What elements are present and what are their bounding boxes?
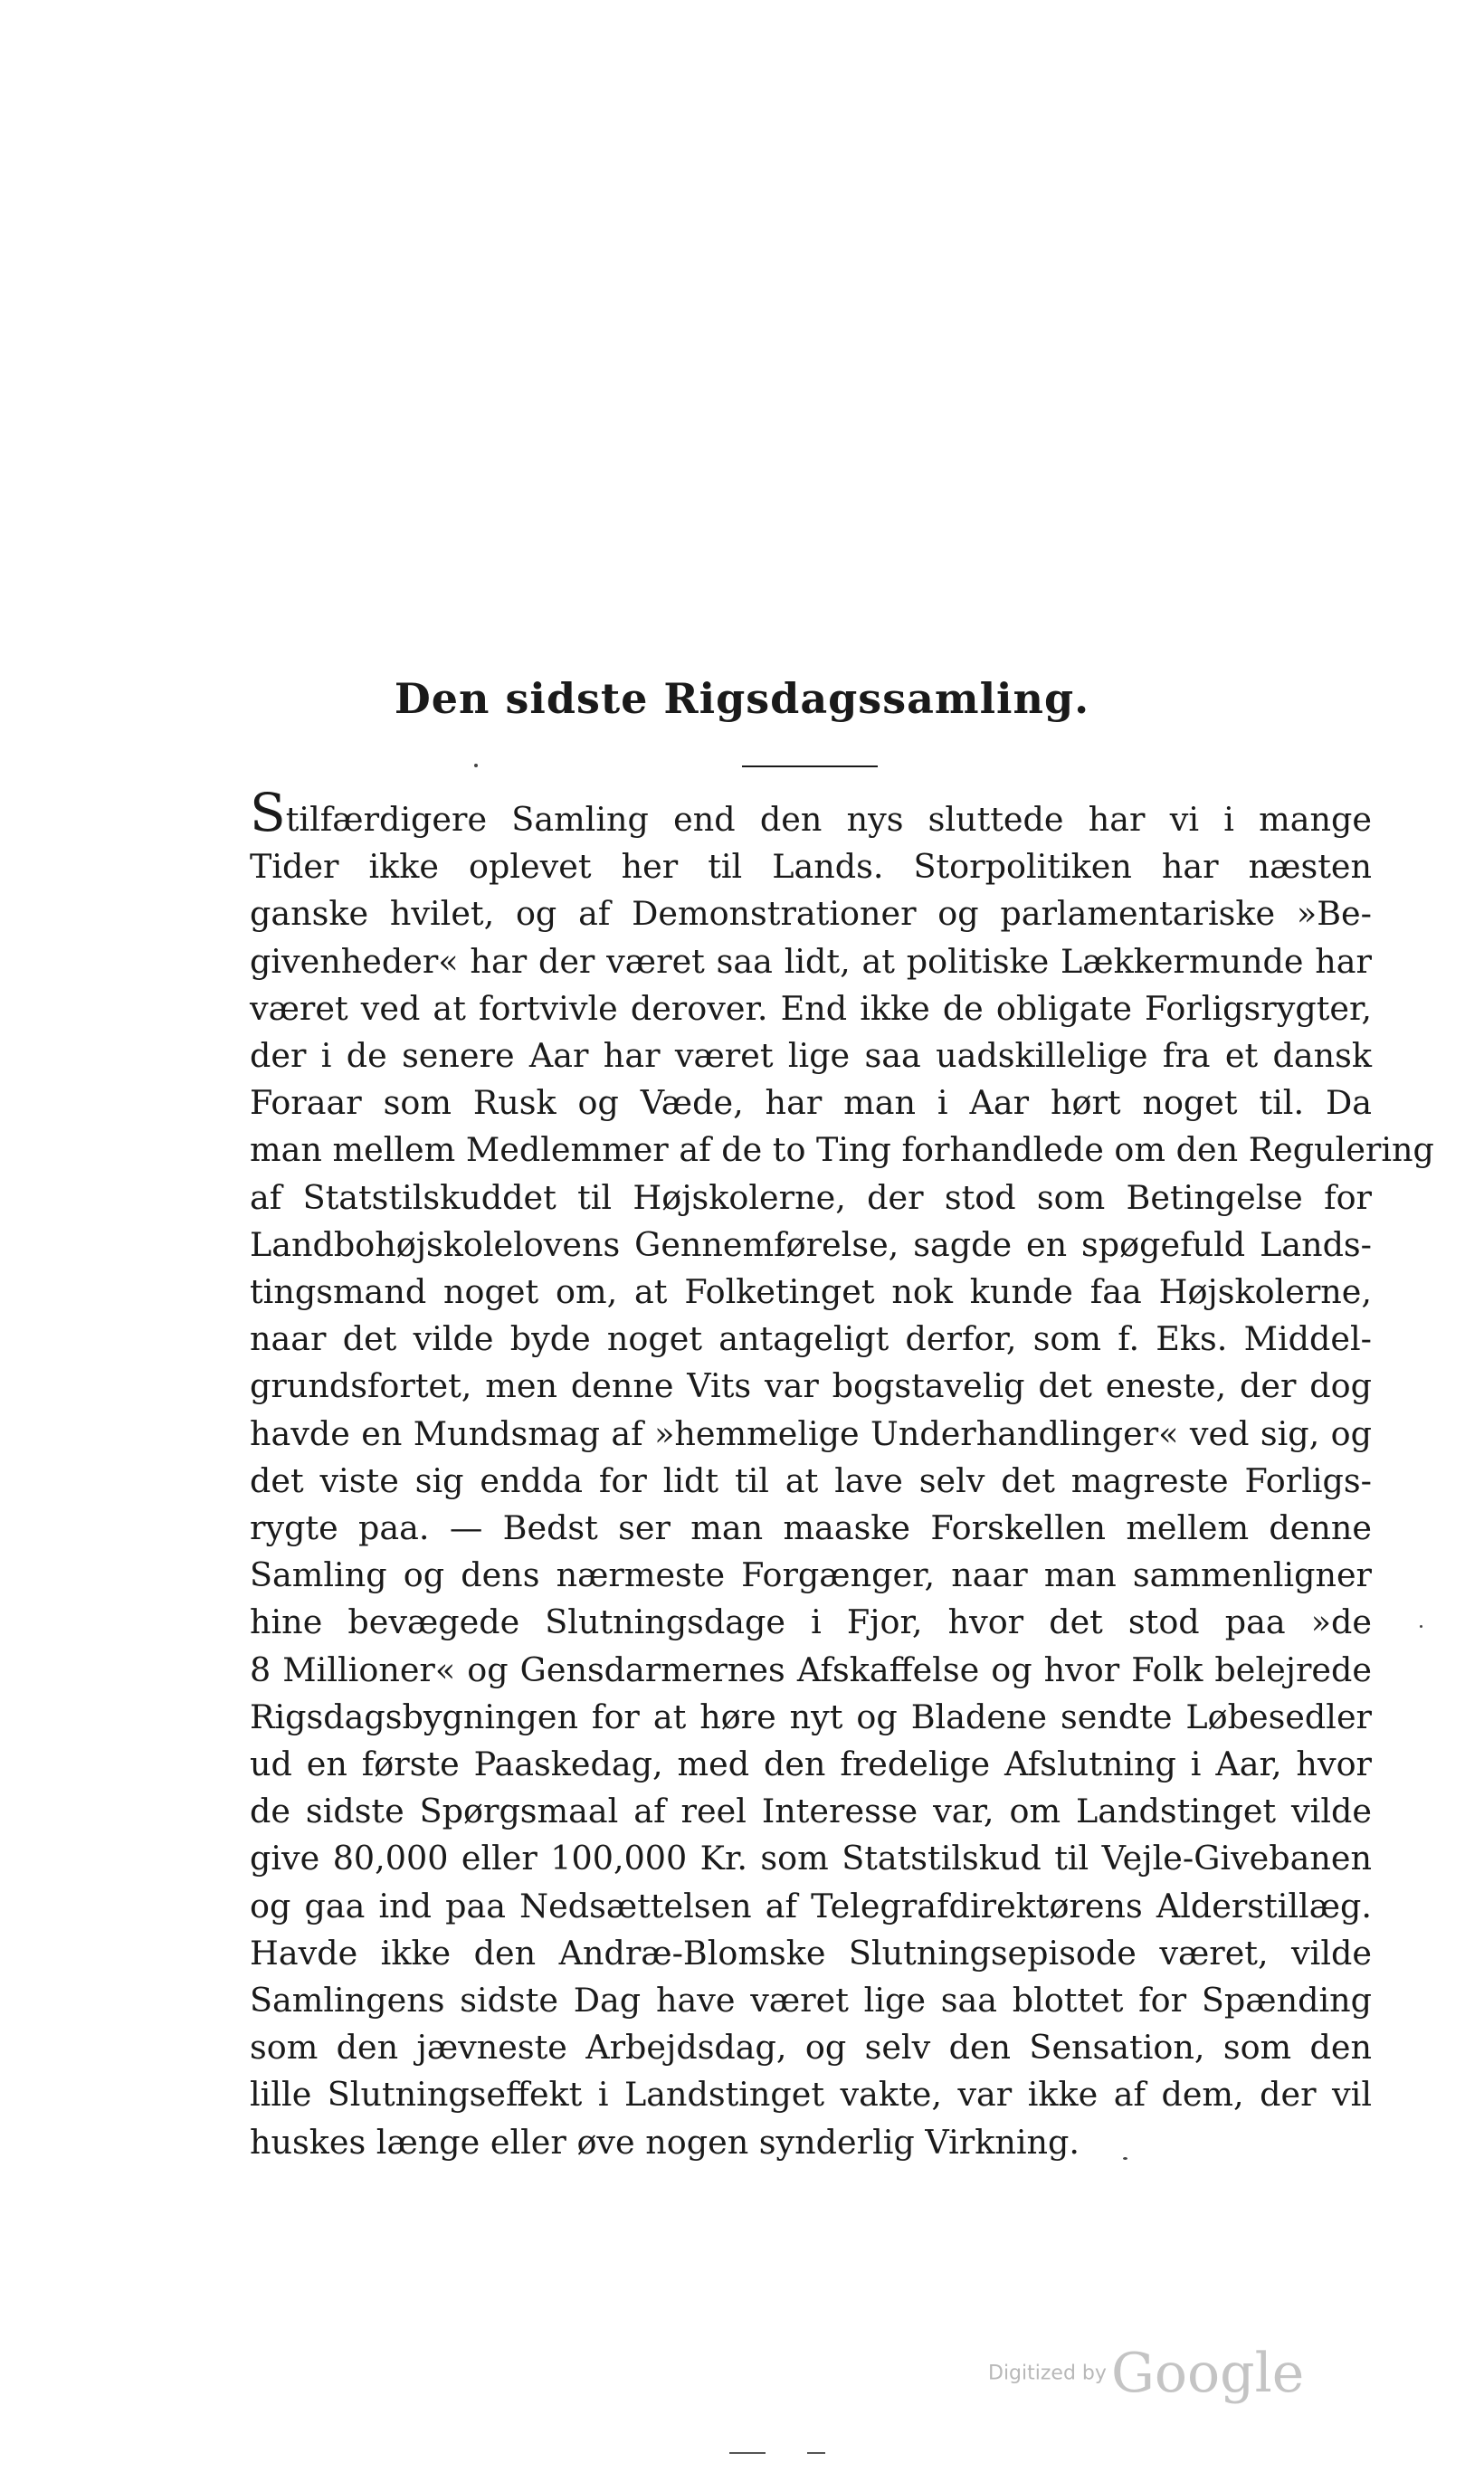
text-line: det viste sig endda for lidt til at lave selv det magreste Forligs- [250,1460,1372,1500]
text-line: man mellem Medlemmer af de to Ting forhandlede om den Regulering [250,1130,1434,1170]
text-line: Havde ikke den Andræ-Blomske Slutningsepisode været, vilde [250,1933,1372,1973]
text-line: havde en Mundsmag af »hemmelige Underhandlinger« ved sig, og [250,1413,1372,1453]
text-line: af Statstilskuddet til Højskolerne, der stod som Betingelse for [250,1177,1372,1217]
chapter-title: Den sidste Rigsdagssamling. [394,674,1090,723]
text-line: de sidste Spørgsmaal af reel Interesse var, om Landstinget vilde [250,1792,1372,1831]
text-line: der i de senere Aar har været lige saa uadskillelige fra et dansk [250,1036,1372,1076]
text-line: ganske hvilet, og af Demonstrationer og parlamentariske »Be- [250,894,1372,934]
text-line: lille Slutningseffekt i Landstinget vakte, var ikke af dem, der vil [250,2075,1372,2115]
text-line-first [250,782,1372,843]
text-line: Landbohøjskolelovens Gennemførelse, sagde en spøgefuld Lands- [250,1224,1372,1264]
text-line: som den jævneste Arbejdsdag, og selv den Sensation, som den [250,2028,1372,2068]
text-line: grundsfortet, men denne Vits var bogstavelig det eneste, der dog [250,1366,1372,1406]
print-speck [1420,1625,1422,1628]
text-line: Foraar som Rusk og Væde, har man i Aar hørt noget til. Da [250,1083,1372,1123]
footer-mark [807,2452,825,2454]
drop-cap: S [250,782,286,843]
digitized-by-google-watermark [988,2342,1304,2405]
watermark-prefix: Digitized by [988,2362,1107,2385]
text-line: 8 Millioner« og Gensdarmernes Afskaffelse og hvor Folk belejrede [250,1650,1372,1689]
footer-mark [729,2452,766,2454]
body-paragraph [250,782,1434,2166]
text-line: Tider ikke oplevet her til Lands. Storpolitiken har næsten [250,847,1372,887]
text-line: give 80,000 eller 100,000 Kr. som Statstilskud til Vejle-Givebanen [250,1839,1372,1878]
text-line: tingsmand noget om, at Folketinget nok kunde faa Højskolerne, [250,1272,1372,1312]
print-speck [474,764,478,767]
title-rule [742,765,878,767]
google-logo: Google [1111,2342,1305,2405]
text-line: Samlingens sidste Dag have været lige saa blottet for Spænding [250,1981,1372,2020]
text-line: Samling og dens nærmeste Forgænger, naar man sammenligner [250,1555,1372,1595]
text-line: givenheder« har der været saa lidt, at politiske Lækkermunde har [250,941,1372,981]
text-line: naar det vilde byde noget antageligt derfor, som f. Eks. Middel- [250,1319,1372,1359]
text-line: været ved at fortvivle derover. End ikke de obligate Forligsrygter, [250,988,1372,1028]
text-line: hine bevægede Slutningsdage i Fjor, hvor det stod paa »de [250,1602,1372,1642]
text-line: ud en første Paaskedag, med den fredelige Afslutning i Aar, hvor [250,1745,1372,1784]
text-line: huskes længe eller øve nogen synderlig Virkning. [250,2122,1080,2162]
text-line: og gaa ind paa Nedsættelsen af Telegrafdirektørens Alderstillæg. [250,1886,1372,1925]
text-line: rygte paa. — Bedst ser man maaske Forskellen mellem denne [250,1508,1372,1548]
first-line-text: tilfærdigere Samling end den nys sluttede har vi i mange [285,800,1372,839]
text-line: Rigsdagsbygningen for at høre nyt og Bladene sendte Løbesedler [250,1697,1372,1736]
